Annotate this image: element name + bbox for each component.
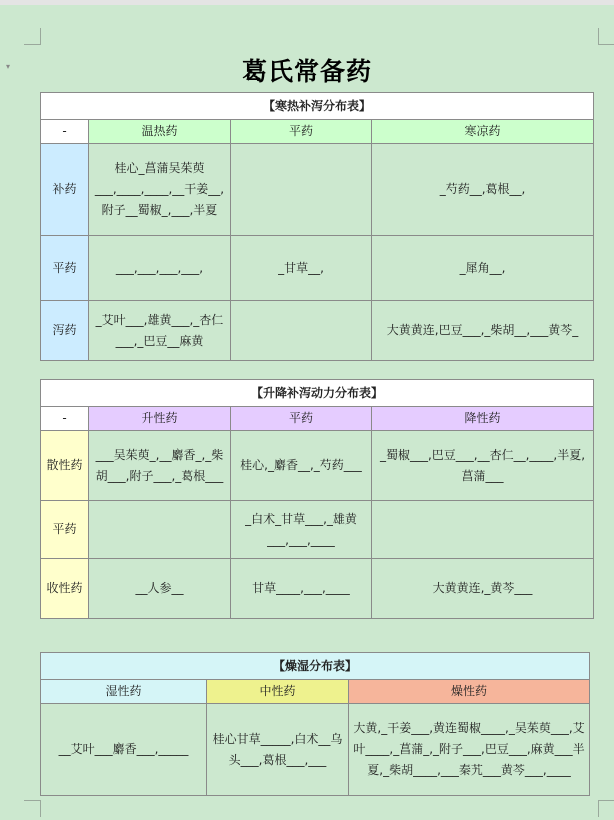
table-cell: 桂心_菖蒲吴茱萸___,____,____,__干姜__,附子__蜀椒_,___,半夏: [89, 144, 231, 236]
column-header: 平药: [231, 407, 372, 431]
row-header: 泻药: [41, 301, 89, 361]
table-cell: _艾叶___,雄黄___,_杏仁___,_巴豆__麻黄: [89, 301, 231, 361]
table-cell: 桂心甘草_____,白术__乌头___,葛根___,___: [207, 704, 349, 796]
document-title: 葛氏常备药: [241, 57, 372, 86]
table-cell: ___,___,___,___,: [89, 236, 231, 301]
row-header: 收性药: [41, 559, 89, 619]
table-cell: 大黄,_干姜___,黄连蜀椒____,_吴茱萸___,艾叶____,_菖蒲_,_附子___,巴豆___,麻黄___半夏,_柴胡____,___秦艽___黄芩___,____: [349, 704, 590, 796]
margin-marker-icon: ▾: [6, 62, 11, 71]
column-header: 温热药: [89, 120, 231, 144]
table-cell: [231, 144, 372, 236]
crop-mark-top-right: [598, 28, 614, 45]
row-header: 补药: [41, 144, 89, 236]
row-header: 散性药: [41, 431, 89, 501]
table-cell: ___吴茱萸_,__麝香_,_柴胡___,附子___,_葛根___: [89, 431, 231, 501]
table-cell: __人参__: [89, 559, 231, 619]
table-cell: 桂心,_麝香__,_芍药___: [231, 431, 372, 501]
table-caption: 【寒热补泻分布表】: [41, 93, 594, 120]
crop-mark-bottom-left: [24, 800, 41, 817]
table-cell: __艾叶___麝香___,_____: [41, 704, 207, 796]
column-header: 平药: [231, 120, 372, 144]
table-cell: _蜀椒___,巴豆___,__杏仁__,____,半夏,菖蒲___: [372, 431, 594, 501]
rise-fall-table: [40, 379, 594, 619]
table-corner: -: [41, 120, 89, 144]
dry-wet-table: [40, 652, 590, 796]
table-cell: _犀角__,: [372, 236, 594, 301]
table-cell: _甘草__,: [231, 236, 372, 301]
crop-mark-top-left: [24, 28, 41, 45]
table-cell: [372, 501, 594, 559]
table-cell: [89, 501, 231, 559]
table-cell: 甘草____,___,____: [231, 559, 372, 619]
table-corner: -: [41, 407, 89, 431]
row-header: 平药: [41, 501, 89, 559]
column-header: 升性药: [89, 407, 231, 431]
table-cell: 大黄黄连,_黄芩___: [372, 559, 594, 619]
column-header: 寒凉药: [372, 120, 594, 144]
column-header: 湿性药: [41, 680, 207, 704]
column-header: 燥性药: [349, 680, 590, 704]
row-header: 平药: [41, 236, 89, 301]
table-caption: 【燥湿分布表】: [41, 653, 590, 680]
column-header: 中性药: [207, 680, 349, 704]
window-top-strip: [0, 0, 614, 5]
table-cell: [231, 301, 372, 361]
column-header: 降性药: [372, 407, 594, 431]
table-cell: 大黄黄连,巴豆___,_柴胡__,___黄芩_: [372, 301, 594, 361]
crop-mark-bottom-right: [598, 800, 614, 817]
table-caption: 【升降补泻动力分布表】: [41, 380, 594, 407]
hot-cold-table: [40, 92, 594, 361]
table-cell: _芍药__,葛根__,: [372, 144, 594, 236]
table-cell: _白术_甘草___,_雄黄___,___,____: [231, 501, 372, 559]
